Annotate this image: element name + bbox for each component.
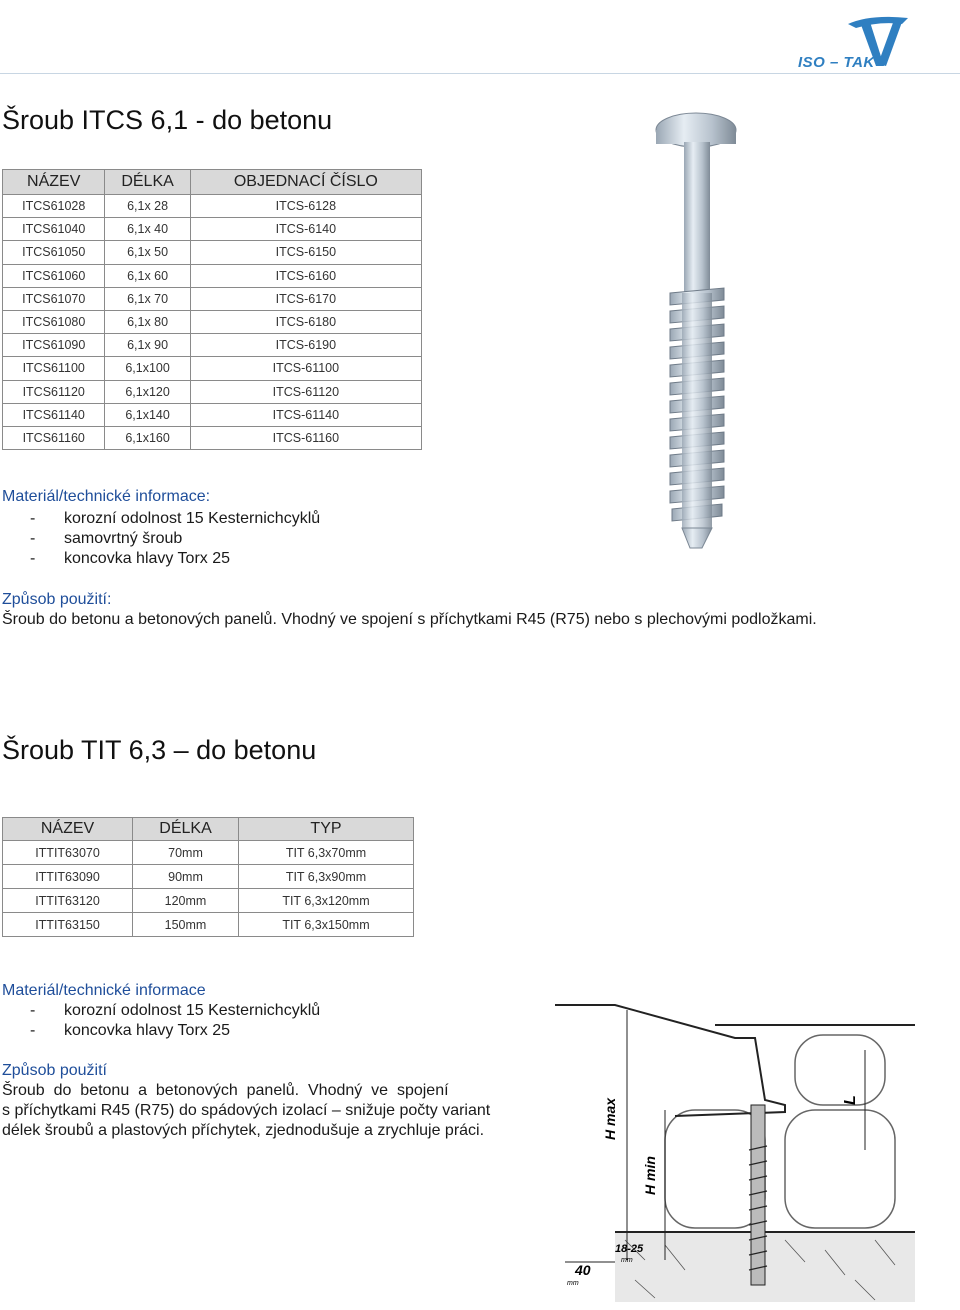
table-row	[3, 264, 422, 287]
screw-photo	[640, 108, 760, 553]
table-row	[3, 426, 422, 449]
list-item: - korozní odolnost 15 Kesternichcyklů	[30, 1002, 321, 1019]
table-cell: ITCS61120	[3, 380, 105, 403]
section2-title: Šroub TIT 6,3 – do betonu	[2, 735, 317, 765]
table-cell: 6,1x 60	[105, 264, 190, 287]
tit-table	[2, 817, 414, 937]
logo-text: ISO – TAK	[798, 54, 875, 71]
section2-usage-line: Šroub do betonu a betonových panelů. Vhodný ve spojení	[2, 1082, 449, 1099]
table-cell: ITCS61070	[3, 287, 105, 310]
section2-material-label: Materiál/technické informace	[2, 982, 206, 999]
section1-title: Šroub ITCS 6,1 - do betonu	[2, 105, 333, 135]
table-cell: 6,1x120	[105, 380, 190, 403]
section2-usage-label: Způsob použití	[2, 1062, 107, 1079]
table-cell: ITCS-6150	[190, 241, 421, 264]
table-cell: ITCS61060	[3, 264, 105, 287]
table-cell: 6,1x 80	[105, 310, 190, 333]
list-item: - korozní odolnost 15 Kesternichcyklů	[30, 510, 321, 527]
table-cell: 120mm	[133, 889, 239, 913]
table-cell: ITCS61100	[3, 357, 105, 380]
table-cell: ITCS-6140	[190, 218, 421, 241]
table-cell: 70mm	[133, 841, 239, 865]
table-cell: 6,1x 40	[105, 218, 190, 241]
table-row	[3, 195, 422, 218]
table-row	[3, 357, 422, 380]
table-cell: ITTIT63090	[3, 865, 133, 889]
installation-drawing	[555, 1000, 955, 1305]
section1-material-label: Materiál/technické informace:	[2, 488, 211, 505]
table-cell: ITCS-6180	[190, 310, 421, 333]
section2-usage-line: délek šroubů a plastových příchytek, zjednodušuje a zrychluje práci.	[2, 1122, 485, 1139]
label-40-unit: mm	[567, 1280, 579, 1287]
column-header: NÁZEV	[3, 170, 105, 195]
brand-logo	[790, 4, 950, 74]
table-cell: ITCS61080	[3, 310, 105, 333]
label-l: L	[842, 1095, 859, 1105]
table-cell: 6,1x 28	[105, 195, 190, 218]
table-cell: 6,1x160	[105, 426, 190, 449]
table-cell: 6,1x140	[105, 403, 190, 426]
table-cell: 6,1x 70	[105, 287, 190, 310]
table-cell: ITCS-6160	[190, 264, 421, 287]
label-hmin: H min	[642, 1156, 658, 1195]
table-cell: ITCS-6128	[190, 195, 421, 218]
header-divider	[0, 73, 960, 74]
table-cell: ITCS-61100	[190, 357, 421, 380]
table-cell: ITTIT63150	[3, 913, 133, 937]
table-cell: ITCS61028	[3, 195, 105, 218]
label-40: 40	[575, 1262, 591, 1278]
table-cell: ITTIT63070	[3, 841, 133, 865]
table-cell: ITTIT63120	[3, 889, 133, 913]
table-cell: ITCS-61120	[190, 380, 421, 403]
table-cell: ITCS61050	[3, 241, 105, 264]
label-18-25: 18-25	[615, 1243, 644, 1255]
table-row	[3, 380, 422, 403]
table-row	[3, 889, 414, 913]
table-cell: ITCS-61160	[190, 426, 421, 449]
table-row	[3, 865, 414, 889]
table-row	[3, 334, 422, 357]
table-cell: ITCS-6170	[190, 287, 421, 310]
table-cell: 6,1x 90	[105, 334, 190, 357]
column-header: NÁZEV	[3, 818, 133, 841]
table-cell: ITCS61090	[3, 334, 105, 357]
table-row	[3, 403, 422, 426]
table-cell: ITCS61160	[3, 426, 105, 449]
list-item: - koncovka hlavy Torx 25	[30, 1022, 231, 1039]
section1-usage-text: Šroub do betonu a betonových panelů. Vhodný ve spojení s příchytkami R45 (R75) nebo s plechovými podložkami.	[2, 611, 817, 628]
table-cell: ITCS-6190	[190, 334, 421, 357]
label-hmax: H max	[602, 1097, 618, 1140]
column-header: DÉLKA	[105, 170, 190, 195]
column-header: TYP	[238, 818, 413, 841]
table-cell: TIT 6,3x70mm	[238, 841, 413, 865]
label-18-25-unit: mm	[621, 1257, 633, 1264]
list-item: - samovrtný šroub	[30, 530, 183, 547]
table-row	[3, 241, 422, 264]
table-cell: ITCS61140	[3, 403, 105, 426]
table-cell: ITCS-61140	[190, 403, 421, 426]
table-row	[3, 841, 414, 865]
table-cell: 90mm	[133, 865, 239, 889]
section1-usage-label: Způsob použití:	[2, 591, 112, 608]
table-cell: TIT 6,3x90mm	[238, 865, 413, 889]
table-cell: 6,1x100	[105, 357, 190, 380]
table-cell: 6,1x 50	[105, 241, 190, 264]
table-cell: TIT 6,3x150mm	[238, 913, 413, 937]
table-row	[3, 310, 422, 333]
table-row	[3, 287, 422, 310]
table-row	[3, 218, 422, 241]
column-header: DÉLKA	[133, 818, 239, 841]
table-cell: 150mm	[133, 913, 239, 937]
table-header-row	[3, 170, 422, 195]
table-row	[3, 913, 414, 937]
table-cell: TIT 6,3x120mm	[238, 889, 413, 913]
table-header-row	[3, 818, 414, 841]
table-cell: ITCS61040	[3, 218, 105, 241]
list-item: - koncovka hlavy Torx 25	[30, 550, 231, 567]
section2-usage-line: s příchytkami R45 (R75) do spádových izolací – snižuje počty variant	[2, 1102, 491, 1119]
itcs-table	[2, 169, 422, 450]
column-header: OBJEDNACÍ ČÍSLO	[190, 170, 421, 195]
